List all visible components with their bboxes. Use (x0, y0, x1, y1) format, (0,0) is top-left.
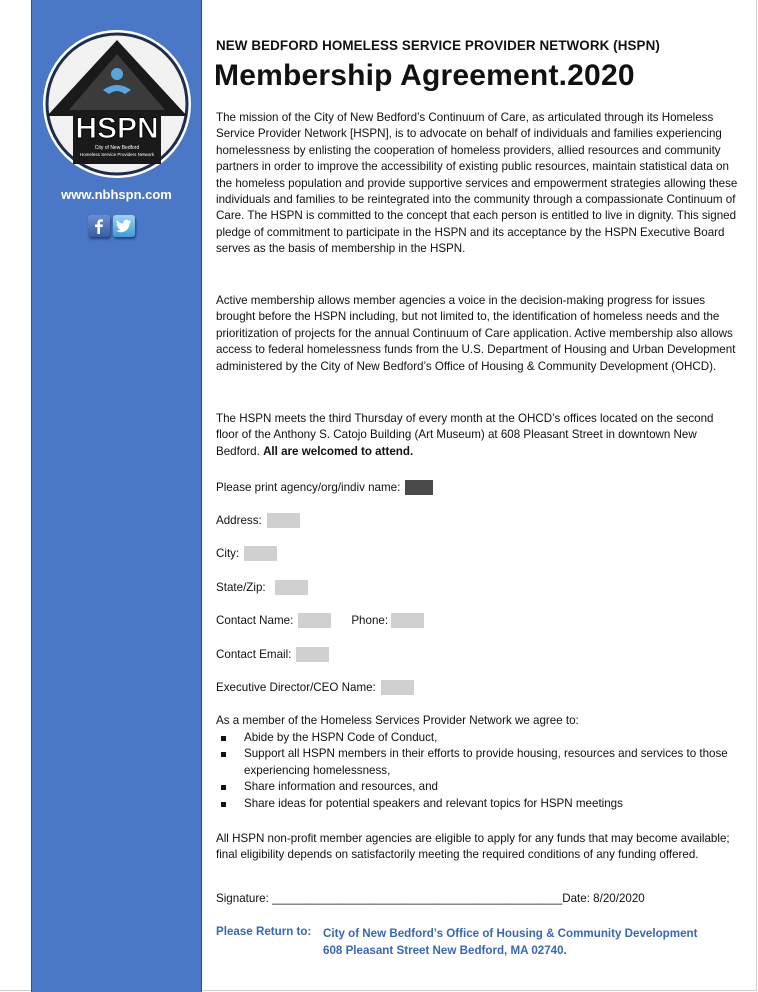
list-item-text: Share ideas for potential speakers and relevant topics for HSPN meetings (244, 796, 623, 810)
org-name: NEW BEDFORD HOMELESS SERVICE PROVIDER NETWORK (HSPN) (216, 38, 660, 53)
city-label: City: (216, 546, 240, 560)
eligibility-paragraph: All HSPN non-profit member agencies are eligible to apply for any funds that may become available; final eligibility depends on satisfactorily meeting the required conditions of any funding offered. (216, 832, 730, 862)
contact-name-input[interactable] (298, 613, 331, 628)
return-label: Please Return to: (216, 925, 312, 938)
city-input[interactable] (244, 546, 277, 561)
return-address-line-1: City of New Bedford’s Office of Housing & Community Development (323, 927, 698, 940)
logo-subtext-2: Homeless Service Providers Network (79, 152, 155, 157)
social-links (88, 215, 135, 237)
logo-subtext-1: City of New Bedford (94, 145, 140, 151)
contact-phone-field-row (216, 611, 424, 629)
list-item-text: Abide by the HSPN Code of Conduct, (244, 731, 438, 744)
meetings-text: The HSPN meets the third Thursday of every month at the OHCD’s offices located on the second floor of the Anthony S. Catojo Building (Art Museum) at 608 Pleasant Street in downtown New Bedford. (216, 412, 714, 458)
contact-name-label: Contact Name: (216, 613, 294, 627)
website-link[interactable]: www.nbhspn.com (61, 187, 172, 202)
list-item (216, 746, 736, 779)
director-label: Executive Director/CEO Name: (216, 680, 376, 694)
state-zip-field-row (216, 578, 308, 596)
list-item (216, 796, 736, 812)
contact-email-field-row (216, 645, 329, 663)
bullet-icon (221, 752, 226, 757)
meetings-paragraph (216, 411, 738, 460)
document-title: Membership Agreement.2020 (214, 59, 635, 92)
bullet-icon (221, 802, 226, 807)
phone-input[interactable] (391, 613, 424, 628)
membership-paragraph: Active membership allows member agencies a voice in the decision-making progress for issues brought before the HSPN including, but not limited to, the identification of homeless needs and the prioritization of projects for the annual Continuum of Care application. Active membership also allows access to federal homelessness funds from the U.S. Department of Housing and Urban Development administered by the City of New Bedford’s Office of Housing & Community Development (OHCD). (216, 294, 736, 373)
contact-email-input[interactable] (296, 647, 329, 662)
state-zip-label: State/Zip: (216, 580, 266, 594)
signature-line[interactable]: Signature: _____________________________________________Date: 8/20/2020 (216, 892, 645, 905)
meetings-bold-text: All are welcomed to attend. (263, 444, 414, 458)
address-input[interactable] (267, 513, 300, 528)
state-zip-input[interactable] (275, 580, 308, 595)
bullet-icon (221, 785, 226, 790)
return-address (323, 925, 697, 959)
city-field-row (216, 544, 277, 562)
director-input[interactable] (381, 680, 414, 695)
agency-field-row (216, 478, 433, 496)
list-item-text: Share information and resources, and (244, 780, 438, 794)
logo-text: HSPN (75, 112, 159, 145)
address-label: Address: (216, 513, 262, 527)
phone-label: Phone: (351, 613, 389, 627)
address-field-row (216, 511, 300, 529)
agency-input[interactable] (405, 480, 433, 495)
mission-paragraph: The mission of the City of New Bedford’s Continuum of Care, as articulated through its Homeless Service Provider Network [HSPN], is to advocate on behalf of individuals and families experiencing homelessness by enlisting the cooperation of homeless providers, allied resources and community partners in order to improve the accessibility of existing public resources, maintain statistical data on the homeless population and provide supportive services and empowerment strategies allowing these individuals and families to be reintegrated into the community through a compassionate Continuum of Care. The HSPN is committed to the concept that each person is entitled to live in dignity. This signed pledge of commitment to participate in the HSPN and its acceptance by the HSPN Executive Board serves as the basis of membership in the HSPN. (216, 111, 738, 256)
contact-email-label: Contact Email: (216, 647, 292, 661)
list-item (216, 730, 736, 746)
return-address-line-2: 608 Pleasant Street New Bedford, MA 02740. (323, 944, 567, 957)
director-field-row (216, 678, 414, 696)
list-item (216, 779, 736, 795)
agency-label: Please print agency/org/indiv name: (216, 480, 401, 494)
agreement-intro: As a member of the Homeless Services Provider Network we agree to: (216, 714, 579, 727)
hspn-logo (37, 28, 197, 180)
bullet-icon (221, 736, 226, 741)
agreement-list (216, 730, 736, 812)
list-item-text: Support all HSPN members in their efforts to provide housing, resources and services to those experiencing homelessness, (244, 747, 728, 777)
twitter-icon[interactable] (113, 215, 135, 237)
facebook-icon[interactable] (88, 215, 110, 237)
